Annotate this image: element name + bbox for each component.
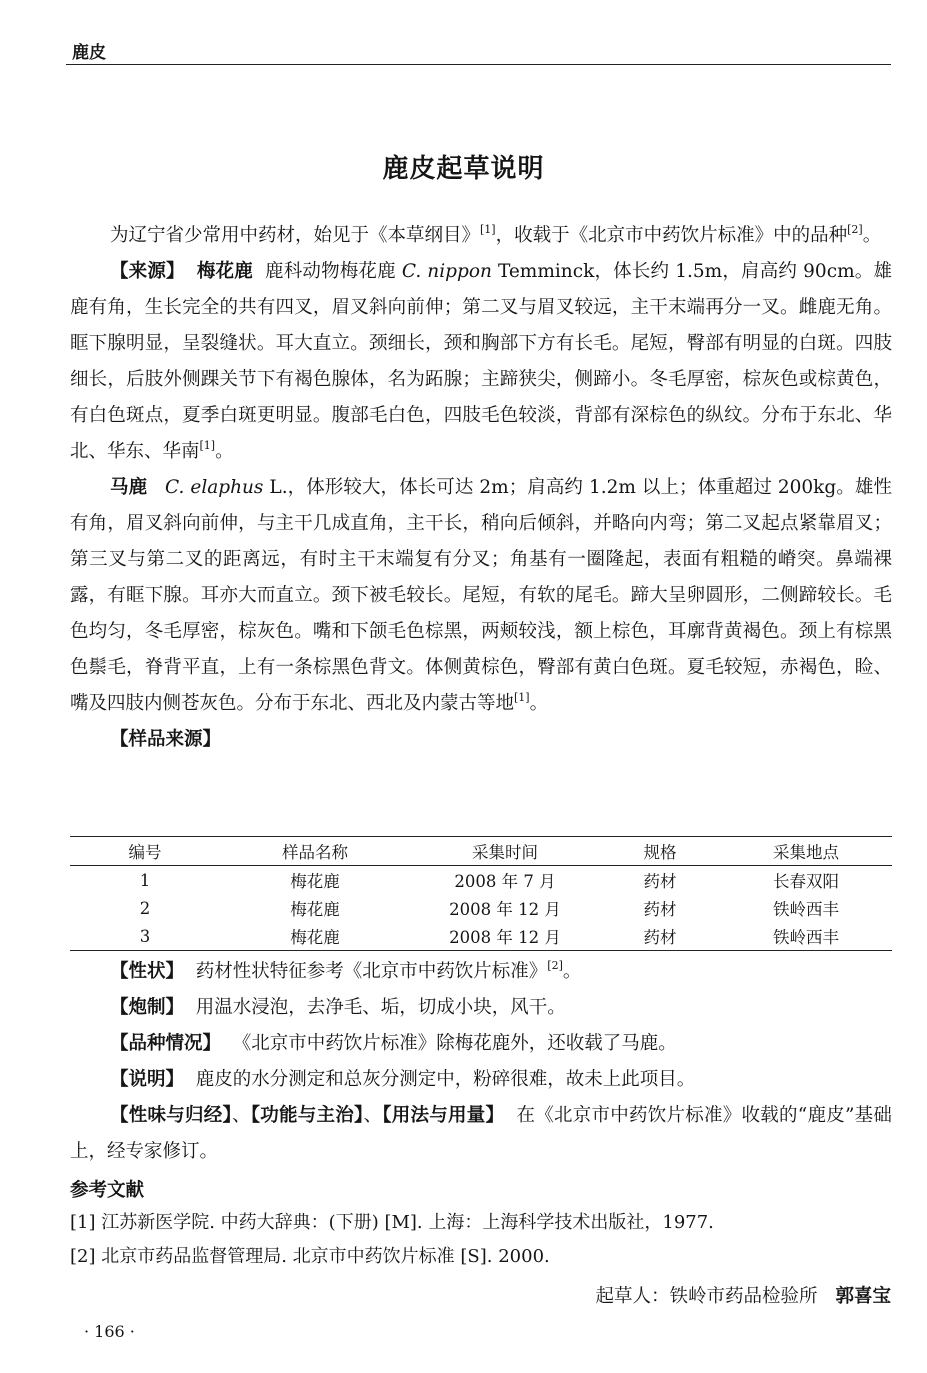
notes-paragraph <box>70 1062 892 1098</box>
reference-number: [1] <box>70 1212 96 1233</box>
intro-text: 为辽宁省少常用中药材，始见于《本草纲目》 <box>110 225 481 246</box>
table-cell: 梅花鹿 <box>290 928 340 947</box>
table-cell: 2008 年 12 月 <box>449 900 561 919</box>
section-label-samples: 【样品来源】 <box>110 729 222 750</box>
processing-text: 用温水浸泡，去净毛、垢，切成小块，风干。 <box>195 997 566 1018</box>
section-label-processing: 【炮制】 <box>110 997 185 1018</box>
drafter-org: 起草人：铁岭市药品检验所 <box>595 1286 818 1307</box>
section-label-notes: 【说明】 <box>110 1069 185 1090</box>
separator: 、 <box>363 1105 383 1126</box>
processing-paragraph <box>70 990 892 1026</box>
section-label-varieties: 【品种情况】 <box>110 1033 222 1054</box>
section-label-source: 【来源】 <box>110 261 185 282</box>
reference-item <box>70 1206 892 1240</box>
header-rule <box>66 64 891 65</box>
properties-text: 药材性状特征参考《北京市中药饮片标准》 <box>195 961 548 982</box>
reference-item <box>70 1240 892 1274</box>
column-header: 规格 <box>643 843 677 862</box>
reference-number: [2] <box>70 1246 96 1267</box>
source-text: Temminck，体长约 1.5m，肩高约 90cm。雄鹿有角，生长完全的共有四叉，眉叉斜向前伸；第二叉与眉叉较远，主干末端再分一叉。雌鹿无角。眶下腺明显，呈裂缝状。耳大直立。颈细长，颈和胸部下方有长毛。尾短，臀部有明显的白斑。四肢细长，后肢外侧踝关节下有褐色腺体，名为跖腺；主蹄狭尖，侧蹄小。冬毛厚密，棕灰色或棕黄色，有白色斑点，夏季白斑更明显。腹部毛白色，四肢毛色较淡，背部有深棕色的纵纹。分布于东北、华北、华东、华南 <box>70 261 892 462</box>
species-name: 马鹿 <box>110 477 148 498</box>
drafter-signature <box>595 1282 891 1308</box>
page-number: · 166 · <box>84 1322 135 1341</box>
table-cell: 长春双阳 <box>773 872 839 891</box>
reference-list <box>70 1206 892 1274</box>
table-cell: 铁岭西丰 <box>773 928 839 947</box>
column-header: 采集地点 <box>773 843 839 862</box>
latin-name: C. nippon <box>401 261 492 282</box>
source-paragraph-red-deer <box>70 470 892 722</box>
table-row <box>70 922 892 950</box>
section-label-nature: 【性味与归经】 <box>110 1105 232 1126</box>
table-cell: 2 <box>139 898 151 918</box>
table-bottom-rule <box>70 950 892 951</box>
intro-text: ，收载于《北京市中药饮片标准》中的品种 <box>495 225 848 246</box>
properties-paragraph <box>70 954 892 990</box>
section-label-properties: 【性状】 <box>110 961 185 982</box>
table-header-row <box>70 837 892 865</box>
table-cell: 1 <box>139 870 151 890</box>
notes-text: 鹿皮的水分测定和总灰分测定中，粉碎很难，故未上此项目。 <box>195 1069 696 1090</box>
column-header: 编号 <box>128 843 162 862</box>
sample-table <box>70 836 892 951</box>
source-text: L.，体形较大，体长可达 2m；肩高约 1.2m 以上；体重超过 200kg。雄性有角，眉叉斜向前伸，与主干几成直角，主干长，稍向后倾斜，并略向内弯；第二叉起点紧靠眉叉；第三叉与第二叉的距离远，有时主干末端复有分叉；角基有一圈隆起，表面有粗糙的嵴突。鼻端裸露，有眶下腺。耳亦大而直立。颈下被毛较长。尾短，有软的尾毛。蹄大呈卵圆形，二侧蹄较长。毛色均匀，冬毛厚密，棕灰色。嘴和下颌毛色棕黑，两颊较浅，额上棕色，耳廓背黄褐色。颈上有棕黑色鬃毛，脊背平直，上有一条棕黑色背文。体侧黄棕色，臀部有黄白色斑。夏毛较短，赤褐色，睑、嘴及四肢内侧苍灰色。分布于东北、西北及内蒙古等地 <box>70 477 892 714</box>
source-text: 。 <box>215 441 234 462</box>
references-title: 参考文献 <box>70 1180 145 1201</box>
sections-body <box>70 954 892 1170</box>
table-cell: 药材 <box>643 900 677 919</box>
column-header: 采集时间 <box>472 843 538 862</box>
table-cell: 3 <box>139 926 151 946</box>
table-cell: 药材 <box>643 872 677 891</box>
revision-text: 在《北京市中药饮片标准》收载的“鹿皮”基础上，经专家修订。 <box>70 1105 892 1162</box>
drafter-name: 郭喜宝 <box>835 1286 891 1307</box>
table-cell: 梅花鹿 <box>290 872 340 891</box>
table-row <box>70 894 892 922</box>
samples-heading <box>70 722 892 758</box>
main-body <box>70 218 892 758</box>
reference-text: 北京市药品监督管理局. 北京市中药饮片标准 [S]. 2000. <box>101 1246 550 1267</box>
latin-name: C. elaphus <box>165 477 264 498</box>
intro-paragraph <box>70 218 892 254</box>
column-header: 样品名称 <box>282 843 348 862</box>
separator: 、 <box>232 1105 251 1126</box>
source-text: 鹿科动物梅花鹿 <box>265 261 396 282</box>
page-title: 鹿皮起草说明 <box>382 154 545 184</box>
table-cell: 药材 <box>643 928 677 947</box>
source-paragraph-sika <box>70 254 892 470</box>
section-label-function: 【功能与主治】 <box>250 1105 364 1126</box>
species-name: 梅花鹿 <box>196 261 253 282</box>
table-row <box>70 866 892 894</box>
reference-text: 江苏新医学院. 中药大辞典：(下册) [M]. 上海：上海科学技术出版社，1977. <box>101 1212 714 1233</box>
citation: [1] <box>199 439 216 452</box>
table-cell: 2008 年 12 月 <box>449 928 561 947</box>
revision-paragraph <box>70 1098 892 1170</box>
table-cell: 铁岭西丰 <box>773 900 839 919</box>
source-text: 。 <box>529 693 549 714</box>
intro-text: 。 <box>862 225 882 246</box>
varieties-text: 《北京市中药饮片标准》除梅花鹿外，还收载了马鹿。 <box>232 1033 677 1054</box>
table-cell: 2008 年 7 月 <box>454 872 556 891</box>
citation: [2] <box>847 223 863 236</box>
section-label-usage: 【用法与用量】 <box>382 1105 505 1126</box>
citation: [2] <box>547 959 563 972</box>
properties-text: 。 <box>562 961 582 982</box>
varieties-paragraph <box>70 1026 892 1062</box>
table-cell: 梅花鹿 <box>290 900 340 919</box>
running-title: 鹿皮 <box>72 43 106 63</box>
citation: [1] <box>480 223 496 236</box>
citation: [1] <box>514 691 530 704</box>
